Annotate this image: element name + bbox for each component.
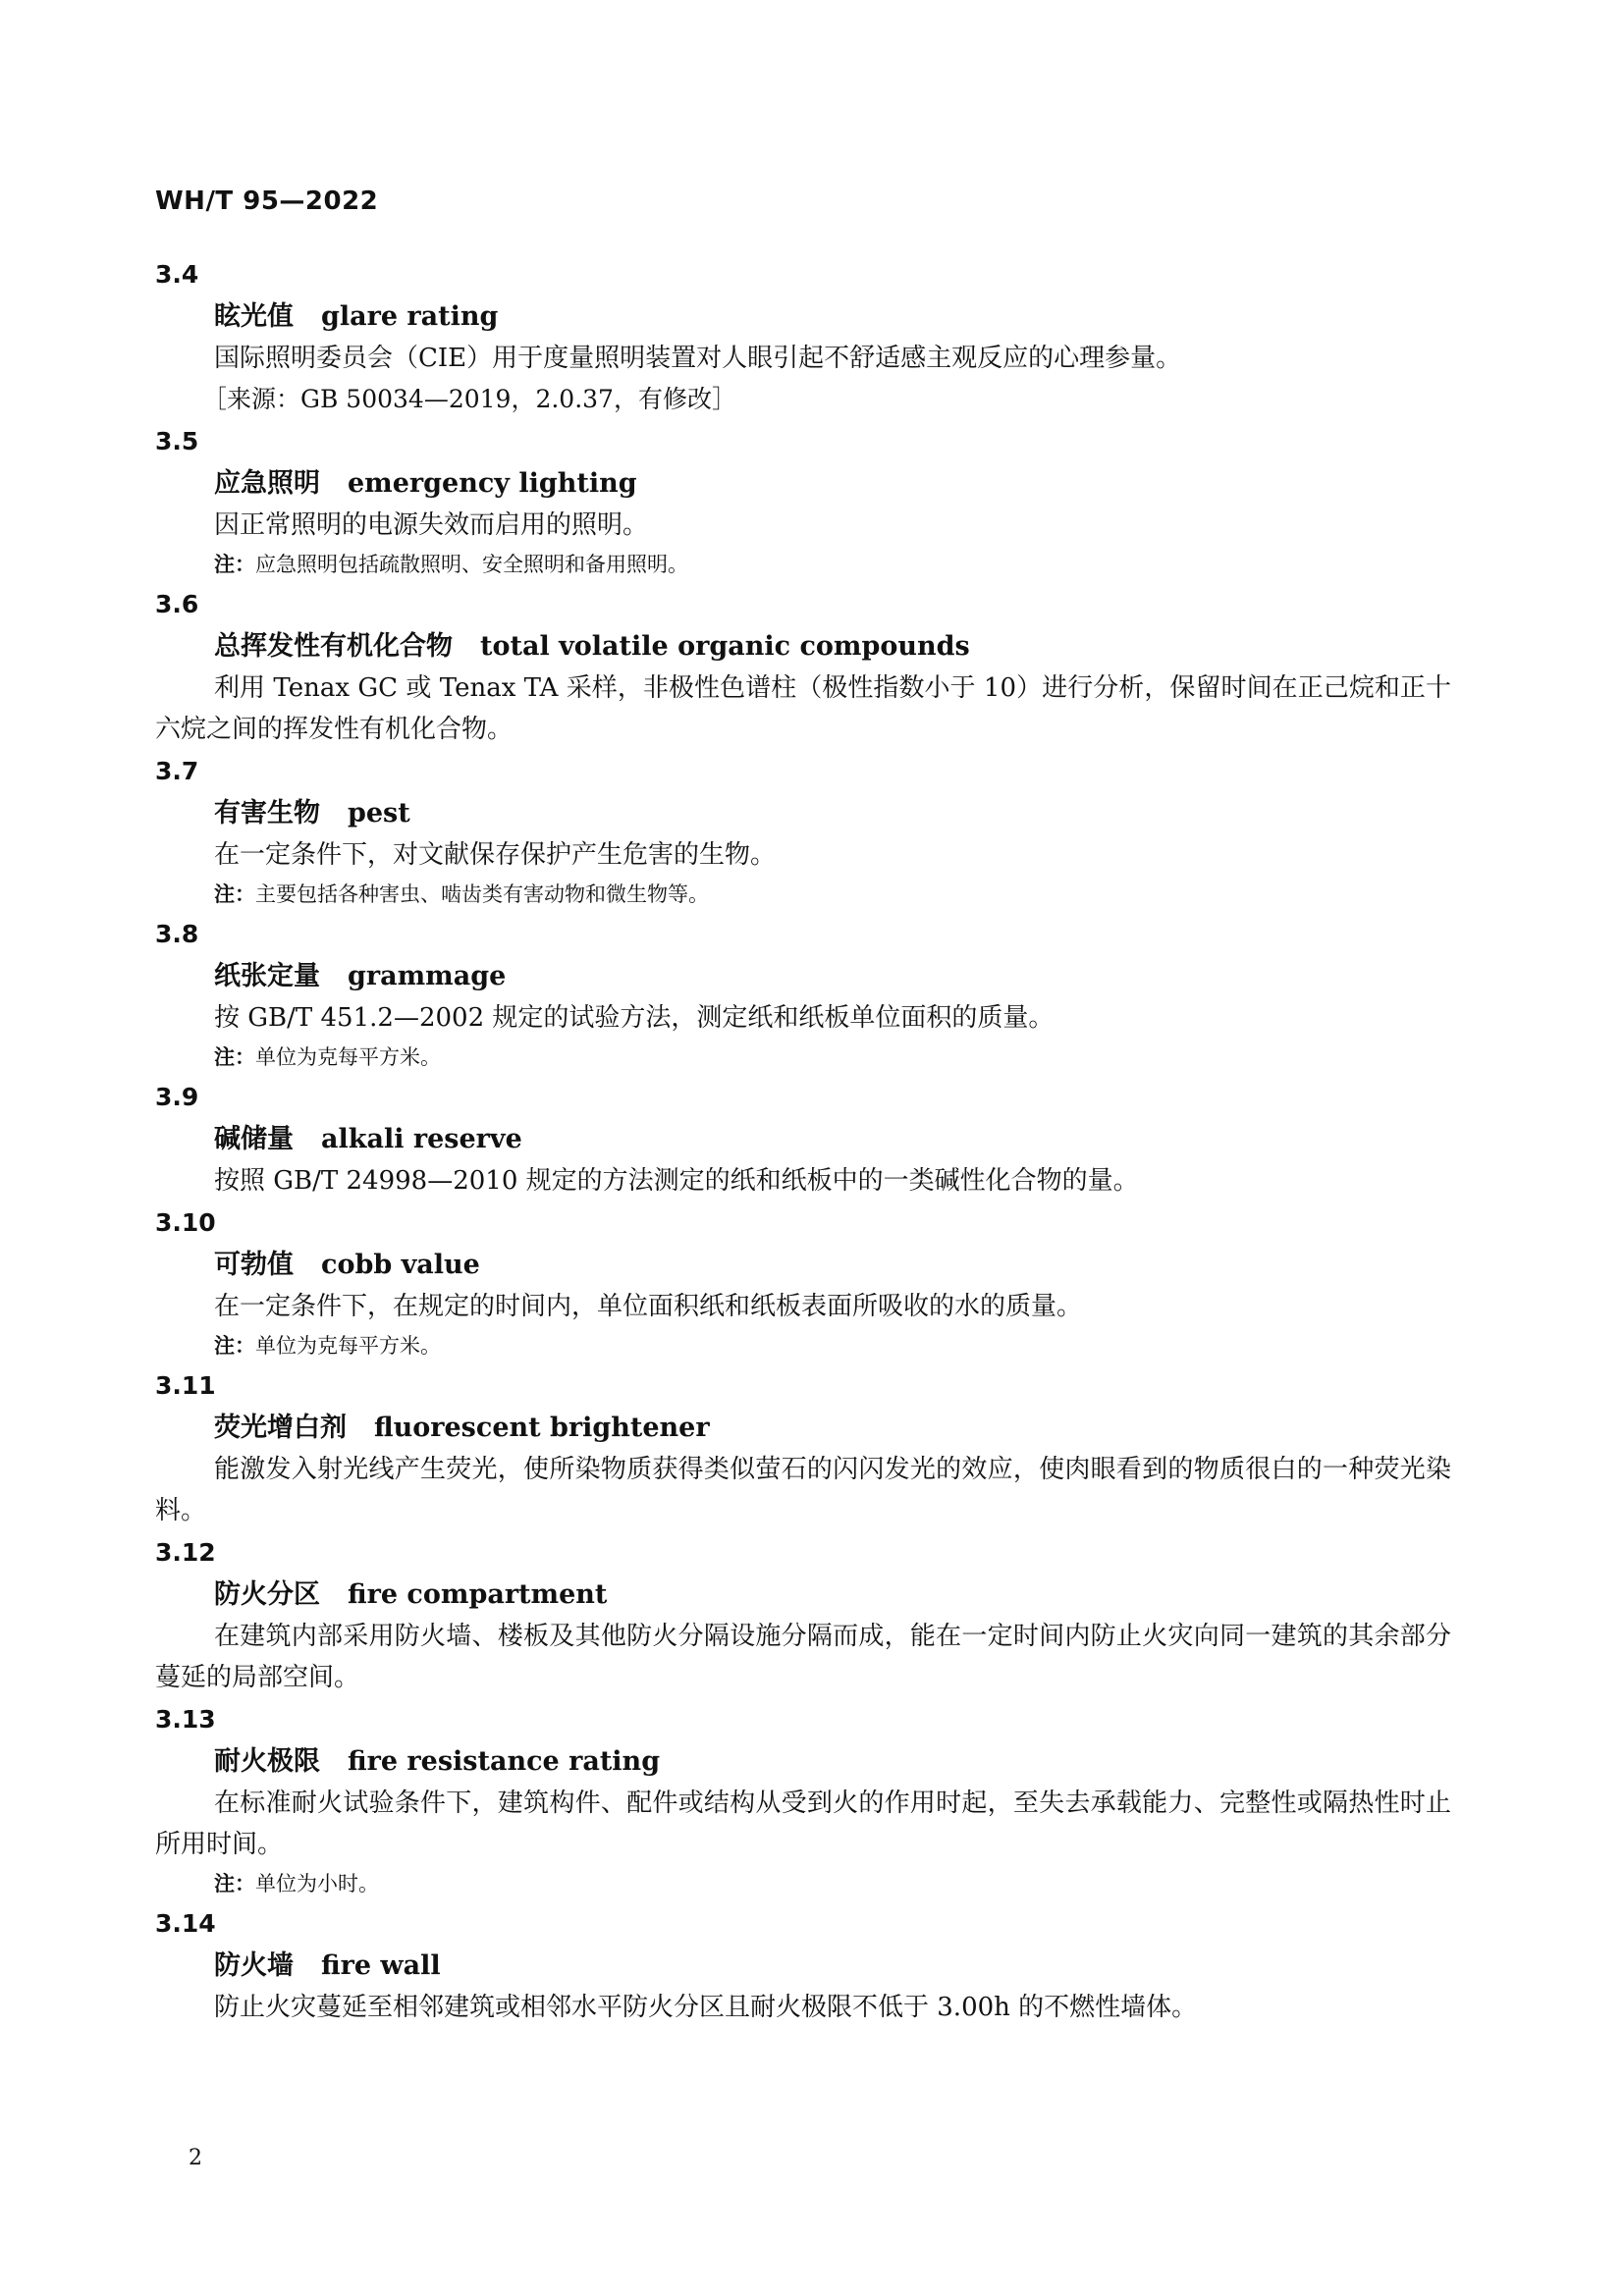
term-english: grammage [348,961,507,991]
page-number: 2 [189,2146,202,2170]
term-entry [155,1902,1451,2028]
note-text: 主要包括各种害虫、啮齿类有害动物和微生物等。 [255,882,709,906]
term-entry [155,1698,1451,1902]
note-text: 单位为小时。 [255,1872,379,1896]
term-english: glare rating [321,301,499,332]
term-definition: 在建筑内部采用防火墙、楼板及其他防火分隔设施分隔而成，能在一定时间内防止火灾向同一建筑的其余部分蔓延的局部空间。 [155,1622,1451,1692]
term-number: 3.12 [155,1538,216,1567]
terms-list [155,253,1451,2028]
term-english: total volatile organic compounds [480,631,970,662]
term-note [155,1039,1451,1076]
term-english: cobb value [321,1250,480,1280]
term-chinese: 可勃值 [214,1250,294,1280]
term-chinese: 耐火极限 [214,1746,320,1777]
term-title [155,626,1451,667]
term-definition: 国际照明委员会（CIE）用于度量照明装置对人眼引起不舒适感主观反应的心理参量。 [214,344,1182,373]
term-title [155,1946,1451,1987]
term-number: 3.4 [155,260,199,289]
term-chinese: 碱储量 [214,1124,294,1154]
note-text: 单位为克每平方米。 [255,1334,441,1358]
term-chinese: 有害生物 [214,798,320,828]
term-note [155,546,1451,583]
term-note [155,876,1451,913]
term-number: 3.13 [155,1705,216,1734]
term-chinese: 应急照明 [214,468,320,499]
term-note [155,1865,1451,1902]
term-entry [155,253,1451,420]
term-chinese: 防火分区 [214,1579,320,1610]
term-title [155,296,1451,338]
term-number: 3.8 [155,920,199,948]
term-entry [155,583,1451,750]
note-label: 注： [214,552,255,576]
term-title [155,1408,1451,1449]
note-text: 单位为克每平方米。 [255,1045,441,1069]
term-title [155,956,1451,997]
term-entry [155,1364,1451,1531]
term-chinese: 眩光值 [214,301,294,332]
term-english: pest [348,798,410,828]
term-note [155,1327,1451,1364]
term-number: 3.5 [155,427,199,455]
term-definition: 防止火灾蔓延至相邻建筑或相邻水平防火分区且耐火极限不低于 3.00h 的不燃性墙体。 [214,1993,1198,2022]
term-number: 3.7 [155,757,199,785]
term-english: fire wall [321,1950,441,1981]
term-entry [155,913,1451,1076]
term-definition: 在一定条件下，在规定的时间内，单位面积纸和纸板表面所吸收的水的质量。 [214,1292,1083,1321]
note-label: 注： [214,1044,255,1069]
term-title [155,793,1451,834]
term-title [155,1119,1451,1160]
term-definition: 能激发入射光线产生荧光，使所染物质获得类似萤石的闪闪发光的效应，使肉眼看到的物质很白的一种荧光染料。 [155,1455,1451,1525]
term-title [155,1245,1451,1286]
term-chinese: 总挥发性有机化合物 [214,631,453,662]
term-chinese: 纸张定量 [214,961,320,991]
term-number: 3.10 [155,1208,216,1237]
term-chinese: 防火墙 [214,1950,294,1981]
term-definition: 按照 GB/T 24998—2010 规定的方法测定的纸和纸板中的一类碱性化合物的量。 [214,1166,1139,1196]
term-english: fire compartment [348,1579,608,1610]
term-entry [155,1076,1451,1201]
note-label: 注： [214,1333,255,1358]
term-number: 3.14 [155,1909,216,1938]
term-title [155,1575,1451,1616]
note-label: 注： [214,881,255,906]
term-english: emergency lighting [348,468,637,499]
term-number: 3.11 [155,1371,216,1400]
term-english: fire resistance rating [348,1746,661,1777]
term-entry [155,420,1451,583]
term-number: 3.6 [155,590,199,618]
term-title [155,1741,1451,1783]
term-definition: 在一定条件下，对文献保存保护产生危害的生物。 [214,840,777,870]
term-source: ［来源：GB 50034—2019，2.0.37，有修改］ [202,385,736,413]
term-definition: 在标准耐火试验条件下，建筑构件、配件或结构从受到火的作用时起，至失去承载能力、完整性或隔热性时止所用时间。 [155,1789,1451,1859]
term-definition: 按 GB/T 451.2—2002 规定的试验方法，测定纸和纸板单位面积的质量。 [214,1003,1055,1033]
term-entry [155,1531,1451,1698]
note-text: 应急照明包括疏散照明、安全照明和备用照明。 [255,553,688,576]
term-definition: 利用 Tenax GC 或 Tenax TA 采样，非极性色谱柱（极性指数小于 10）进行分析，保留时间在正己烷和正十六烷之间的挥发性有机化合物。 [155,673,1451,744]
term-definition: 因正常照明的电源失效而启用的照明。 [214,510,649,540]
term-title [155,463,1451,505]
term-entry [155,750,1451,913]
term-english: alkali reserve [321,1124,522,1154]
note-label: 注： [214,1871,255,1896]
term-number: 3.9 [155,1083,199,1111]
term-chinese: 荧光增白剂 [214,1413,347,1443]
term-english: fluorescent brightener [374,1413,710,1443]
term-entry [155,1201,1451,1364]
document-header: WH/T 95—2022 [155,187,379,216]
